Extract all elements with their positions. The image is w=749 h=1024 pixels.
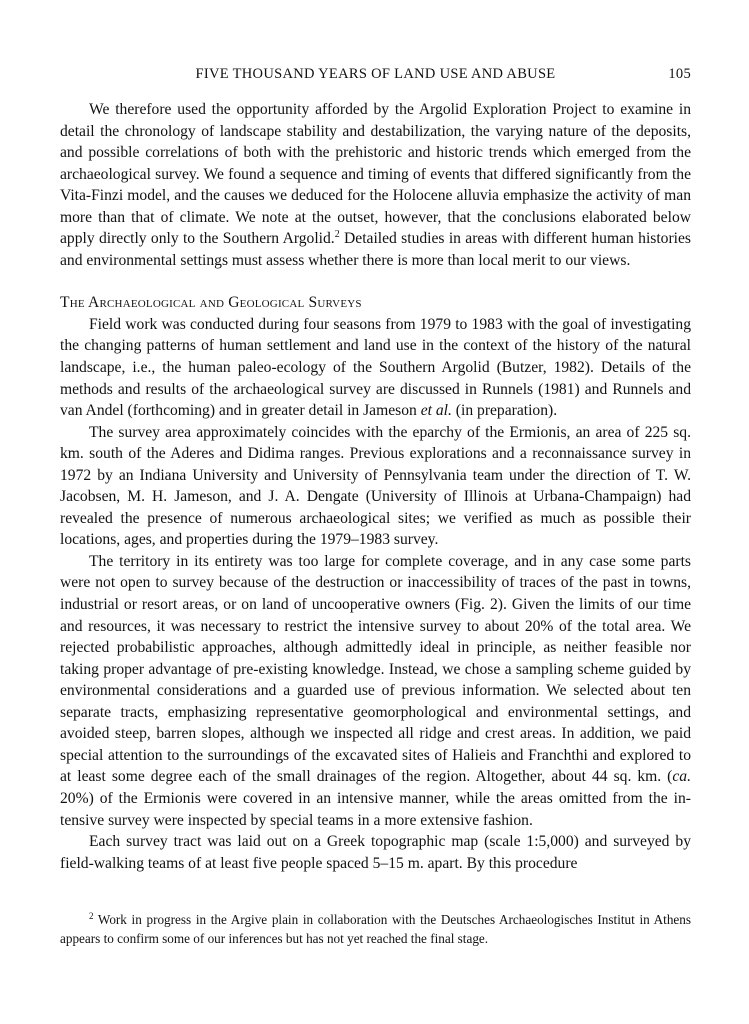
paragraph-4: [60, 551, 691, 831]
paragraph-1-text: We therefore used the opportunity afforded by the Argolid Exploration Project to examine in detail the chronology of landscape stability and destabilization, the varying nature of the deposits, and possible correlations of both with the prehistoric and historic trends which emerged from the archaeological survey. We found a sequence and timing of events that differed significantly from the Vita-Finzi model, and the causes we deduced for the Holocene alluvia emphasize the activity of man more than that of climate. We note at the outset, however, that the conclusions elaborated below apply directly only to the Southern Argolid.: [60, 101, 691, 248]
footnote-ref-2: 2: [334, 229, 340, 241]
paragraph-4-text: The territory in its entirety was too large for complete coverage, and in any case some parts were not open to survey because of the destruction or inaccessibility of traces of the past in towns, industrial or resort areas, or on land of uncooperative owners (Fig. 2). Given the limits of our time and resources, it was necessary to restrict the intensive survey to about 20% of the total area. We rejected probabilistic approaches, although admittedly ideal in principle, as neither feasible nor taking proper advantage of pre-existing knowledge. Instead, we chose a sampling scheme guided by environmental considerations and a guarded use of previous information. We selected about ten separate tracts, emphasizing representative geomorphological and environmental settings, and avoided steep, barren slopes, although we inspected all ridge and crest areas. In addition, we paid special attention to the surroundings of the excavated sites of Halieis and Franchthi and explored to at least some degree each of the small drainages of the region. Altogether, about 44 sq. km. (: [60, 552, 691, 786]
paragraph-1-text-end: Detailed studies in areas with different human histories and environmental settings must assess whether there is more than local merit to our views.: [60, 230, 691, 269]
paragraph-4-text-end: 20%) of the Ermionis were covered in an intensive manner, while the areas omitted from the intensive survey were inspected by special teams in a more extensive fashion.: [60, 789, 691, 829]
page-number: 105: [668, 66, 691, 82]
paragraph-3: The survey area approximately coincides with the eparchy of the Ermionis, an area of 225 sq. km. south of the Aderes and Didima ranges. Previous explorations and a reconnaissance survey in 1972 by an Indiana University and University of Pennsylvania team under the direction of T. W. Jacobsen, M. H. Jameson, and J. A. Dengate (University of Illinois at Urbana-Champaign) had revealed the presence of numerous archaeological sites; we verified as much as possible their locations, ages, and properties during the 1979–1983 survey.: [60, 423, 691, 549]
footnote-marker: 2: [89, 911, 94, 921]
paragraph-2-text: Field work was conducted during four seasons from 1979 to 1983 with the goal of investigating the changing patterns of human settlement and land use in the context of the history of the natural landscape, i.e., the human paleo-ecology of the Southern Argolid (Butzer, 1982). Details of the methods and results of the archaeological survey are discussed in Runnels (1981) and Runnels and van Andel (forthcoming) and in greater detail in Jameson: [60, 315, 691, 420]
running-head: [60, 66, 691, 88]
paragraph-4-italic: ca.: [672, 768, 691, 786]
running-title: FIVE THOUSAND YEARS OF LAND USE AND ABUSE: [195, 66, 556, 82]
paragraph-2: [60, 314, 691, 422]
footnote-text: Work in progress in the Argive plain in collaboration with the Deutsches Archaeologisches Institut in Athens appears to confirm some of our inferences but has not yet reached the final stage.: [60, 912, 691, 946]
section-heading: The Archaeological and Geological Surveys: [60, 294, 362, 312]
paragraph-1: [60, 99, 691, 271]
paragraph-2-italic: et al.: [420, 402, 452, 420]
paragraph-2-text-end: (in preparation).: [451, 402, 558, 420]
paragraph-5: Each survey tract was laid out on a Greek topographic map (scale 1:5,000) and surveyed by field-walking teams of at least five people spaced 5–15 m. apart. By this procedure: [60, 833, 691, 872]
footnote: [60, 911, 691, 948]
body-text: [60, 99, 691, 874]
